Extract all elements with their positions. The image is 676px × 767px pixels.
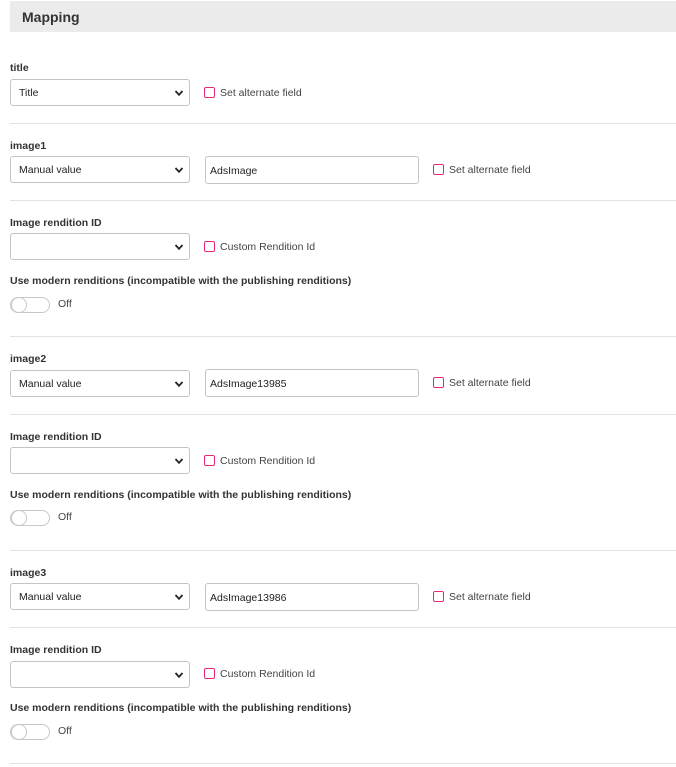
image1-manual-value: AdsImage: [210, 165, 258, 177]
title-alternate-checkbox[interactable]: [204, 87, 215, 98]
image2-manual-value-input[interactable]: [205, 369, 419, 397]
mapping-header: [10, 1, 676, 32]
toggle-knob: [11, 510, 27, 526]
chevron-down-icon: [174, 165, 184, 175]
image1-rendition-select[interactable]: [10, 233, 190, 260]
image2-modern-renditions-label: Use modern renditions (incompatible with the publishing renditions): [10, 489, 352, 501]
image1-custom-rendition-checkbox[interactable]: [204, 241, 215, 252]
divider: [10, 627, 676, 628]
image2-custom-rendition-label: Custom Rendition Id: [220, 455, 316, 467]
image2-alternate-checkbox[interactable]: [433, 377, 444, 388]
image1-alternate-checkbox[interactable]: [433, 164, 444, 175]
image3-source-select-value: Manual value: [19, 591, 82, 603]
image3-manual-value: AdsImage13986: [210, 592, 287, 604]
image2-toggle-state: Off: [58, 511, 72, 523]
title-source-select[interactable]: [10, 79, 190, 106]
image1-custom-rendition-label: Custom Rendition Id: [220, 241, 316, 253]
page-title: Mapping: [22, 9, 80, 25]
divider: [10, 414, 676, 415]
image3-custom-rendition-label: Custom Rendition Id: [220, 668, 316, 680]
image2-rendition-select[interactable]: [10, 447, 190, 474]
chevron-down-icon: [174, 379, 184, 389]
title-source-select-value: Title: [19, 87, 39, 99]
divider: [10, 550, 676, 551]
title-field-label: title: [10, 62, 29, 74]
image2-alternate-label: Set alternate field: [449, 377, 531, 389]
image3-toggle-state: Off: [58, 725, 72, 737]
image1-field-label: image1: [10, 140, 47, 152]
image1-source-select-value: Manual value: [19, 164, 82, 176]
chevron-down-icon: [174, 670, 184, 680]
image3-manual-value-input[interactable]: [205, 583, 419, 611]
image1-modern-renditions-label: Use modern renditions (incompatible with the publishing renditions): [10, 275, 352, 287]
image3-custom-rendition-checkbox[interactable]: [204, 668, 215, 679]
image3-rendition-select[interactable]: [10, 661, 190, 688]
title-alternate-label: Set alternate field: [220, 87, 302, 99]
image2-field-label: image2: [10, 353, 47, 365]
image2-modern-renditions-toggle[interactable]: [10, 510, 50, 526]
image1-alternate-label: Set alternate field: [449, 164, 531, 176]
divider: [10, 763, 676, 764]
image1-manual-value-input[interactable]: [205, 156, 419, 184]
toggle-knob: [11, 297, 27, 313]
image1-rendition-label: Image rendition ID: [10, 217, 102, 229]
image2-manual-value: AdsImage13985: [210, 378, 287, 390]
image1-toggle-state: Off: [58, 298, 72, 310]
chevron-down-icon: [174, 88, 184, 98]
image3-alternate-checkbox[interactable]: [433, 591, 444, 602]
image1-source-select[interactable]: [10, 156, 190, 183]
divider: [10, 336, 676, 337]
image3-source-select[interactable]: [10, 583, 190, 610]
image3-field-label: image3: [10, 567, 47, 579]
image3-modern-renditions-label: Use modern renditions (incompatible with the publishing renditions): [10, 702, 352, 714]
image3-alternate-label: Set alternate field: [449, 591, 531, 603]
image3-rendition-label: Image rendition ID: [10, 644, 102, 656]
chevron-down-icon: [174, 242, 184, 252]
chevron-down-icon: [174, 592, 184, 602]
toggle-knob: [11, 724, 27, 740]
image2-source-select-value: Manual value: [19, 378, 82, 390]
chevron-down-icon: [174, 456, 184, 466]
divider: [10, 200, 676, 201]
image1-modern-renditions-toggle[interactable]: [10, 297, 50, 313]
image2-custom-rendition-checkbox[interactable]: [204, 455, 215, 466]
image3-modern-renditions-toggle[interactable]: [10, 724, 50, 740]
image2-source-select[interactable]: [10, 370, 190, 397]
image2-rendition-label: Image rendition ID: [10, 431, 102, 443]
divider: [10, 123, 676, 124]
